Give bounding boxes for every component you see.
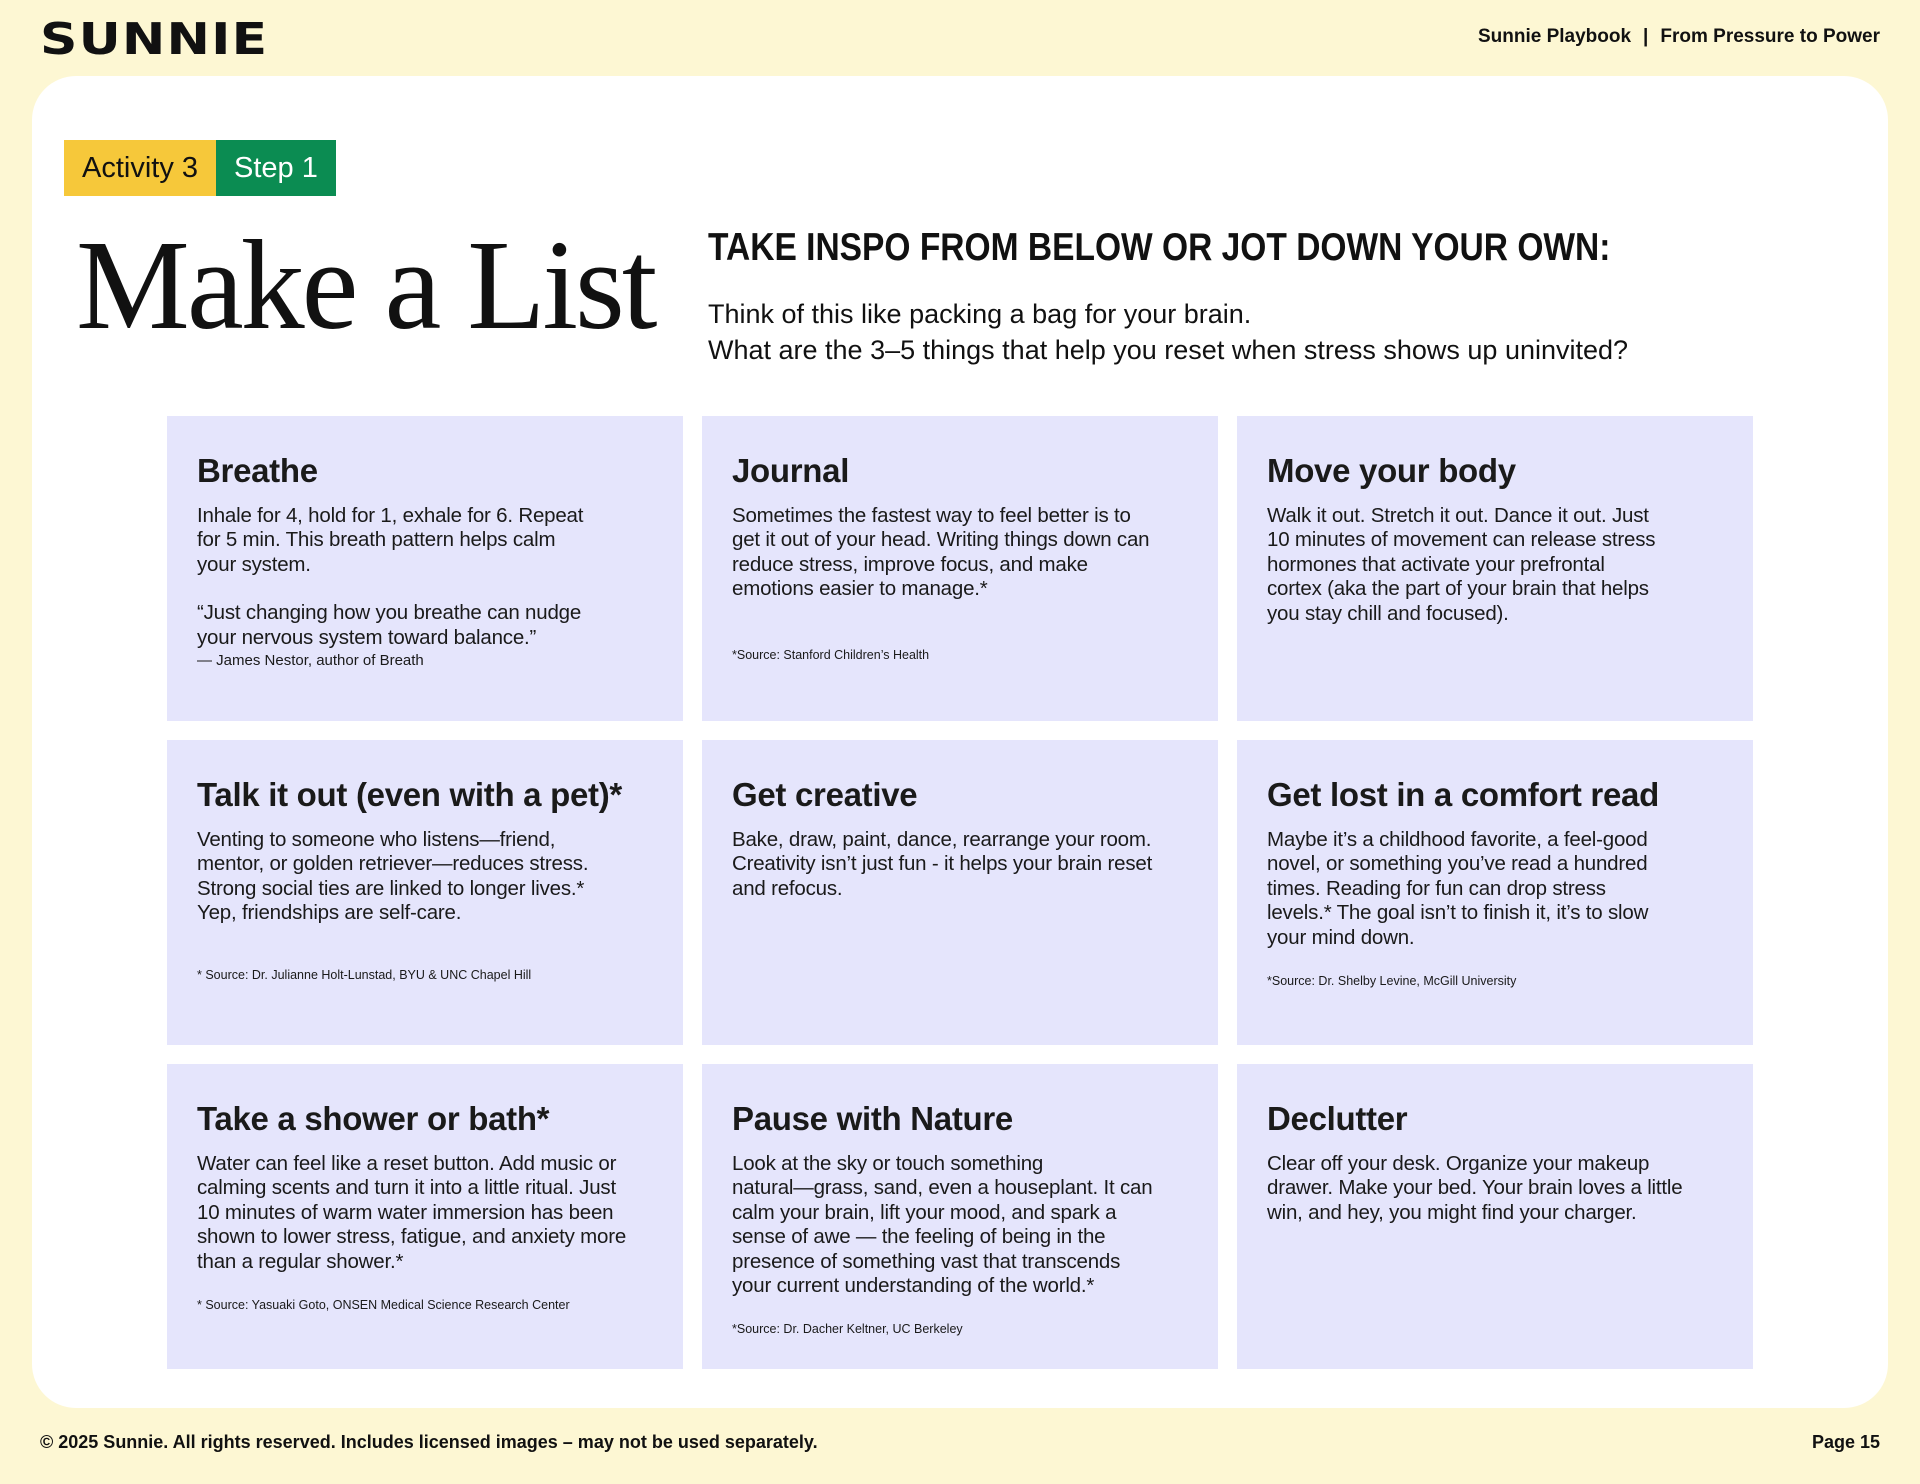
tile-title: Get creative xyxy=(732,776,918,813)
tile-journal xyxy=(702,416,1218,721)
tile-title: Declutter xyxy=(1267,1100,1408,1137)
tile-get-creative xyxy=(702,740,1218,1045)
tile-body: Venting to someone who listens—friend, mentor, or golden retriever—reduces stress. Strong social ties are linked to longer lives.* Yep, friendships are self-care. xyxy=(197,828,589,925)
sunnie-logo: SUNNIE xyxy=(40,14,269,65)
tile-source: * Source: Yasuaki Goto, ONSEN Medical Science Research Center xyxy=(197,1298,570,1313)
tile-move-your-body xyxy=(1237,416,1753,721)
tile-title: Talk it out (even with a pet)* xyxy=(197,776,622,813)
tile-title: Take a shower or bath* xyxy=(197,1100,550,1137)
tile-body: Maybe it’s a childhood favorite, a feel-good novel, or something you’ve read a hundred times. Reading for fun can drop stress levels.* The goal isn’t to finish it, it’s to slow your mind down. xyxy=(1267,828,1649,949)
tile-title: Breathe xyxy=(197,452,318,489)
tile-title: Get lost in a comfort read xyxy=(1267,776,1659,813)
tile-source: *Source: Dr. Dacher Keltner, UC Berkeley xyxy=(732,1322,963,1337)
tile-comfort-read xyxy=(1237,740,1753,1045)
tile-body: Sometimes the fastest way to feel better is to get it out of your head. Writing things down can reduce stress, improve focus, and make emotions easier to manage.* xyxy=(732,504,1150,601)
page-title: Make a List xyxy=(76,214,655,356)
ideas-grid xyxy=(167,416,1753,1369)
footer-copyright: © 2025 Sunnie. All rights reserved. Includes licensed images – may not be used separately. xyxy=(40,1432,818,1452)
header-separator: | xyxy=(1643,26,1649,47)
instructions-body xyxy=(708,296,1628,368)
instructions-heading: TAKE INSPO FROM BELOW OR JOT DOWN YOUR OWN: xyxy=(708,226,1611,269)
tile-shower-or-bath xyxy=(167,1064,683,1369)
tile-source: *Source: Dr. Shelby Levine, McGill University xyxy=(1267,974,1517,989)
tile-title: Journal xyxy=(732,452,850,489)
tile-attribution: — James Nestor, author of Breath xyxy=(197,652,424,670)
tile-quote: “Just changing how you breathe can nudge your nervous system toward balance.” xyxy=(197,601,582,649)
page-number: Page 15 xyxy=(1811,1432,1880,1452)
tile-pause-with-nature xyxy=(702,1064,1218,1369)
tile-body: Inhale for 4, hold for 1, exhale for 6. Repeat for 5 min. This breath pattern helps calm your system. xyxy=(197,504,584,576)
activity-tag: Activity 3 xyxy=(64,140,216,196)
tile-body: Look at the sky or touch something natural—grass, sand, even a houseplant. It can calm your brain, lift your mood, and spark a sense of awe — the feeling of being in the presence of something vast that transcends your current understanding of the world.* xyxy=(732,1152,1153,1298)
tile-talk-it-out xyxy=(167,740,683,1045)
playbook-name: Sunnie Playbook xyxy=(1477,26,1632,47)
tile-source: *Source: Stanford Children’s Health xyxy=(732,647,930,662)
tile-title: Move your body xyxy=(1267,452,1516,489)
tile-body: Bake, draw, paint, dance, rearrange your room. Creativity isn’t just fun - it helps your brain reset and refocus. xyxy=(732,828,1153,900)
instructions-line-1: Think of this like packing a bag for your brain. xyxy=(708,299,1252,329)
tile-body: Water can feel like a reset button. Add music or calming scents and turn it into a little ritual. Just 10 minutes of warm water immersion has been shown to lower stress, fatigue, and anxiety more than a regular shower.* xyxy=(197,1152,627,1273)
tile-source: * Source: Dr. Julianne Holt-Lunstad, BYU & UNC Chapel Hill xyxy=(197,967,532,982)
section-name: From Pressure to Power xyxy=(1660,26,1880,47)
tile-declutter xyxy=(1237,1064,1753,1369)
step-tag: Step 1 xyxy=(216,140,336,196)
tile-title: Pause with Nature xyxy=(732,1100,1013,1137)
header-breadcrumb xyxy=(1478,26,1880,48)
tile-body: Walk it out. Stretch it out. Dance it out. Just 10 minutes of movement can release stress hormones that activate your prefrontal cortex (aka the part of your brain that helps you stay chill and focused). xyxy=(1267,504,1656,625)
activity-step-tags xyxy=(64,140,336,196)
tile-body: Clear off your desk. Organize your makeup drawer. Make your bed. Your brain loves a little win, and hey, you might find your charger. xyxy=(1267,1152,1683,1224)
instructions-line-2: What are the 3–5 things that help you reset when stress shows up uninvited? xyxy=(708,335,1629,365)
tile-breathe xyxy=(167,416,683,721)
